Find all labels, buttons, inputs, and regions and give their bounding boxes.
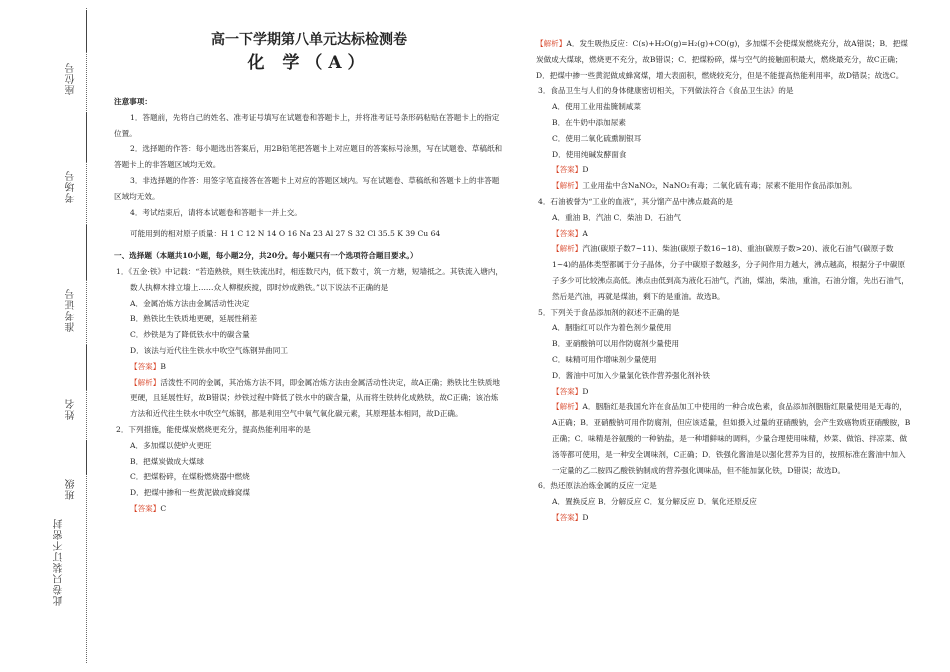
- binding-margin: [0, 0, 105, 672]
- ticket-underline: [86, 225, 87, 280]
- q1-option-a: A．金属冶炼方法由金属活动性决定: [130, 298, 250, 308]
- seat-label: 座位号: [66, 62, 77, 95]
- q3-option-a: A．使用工业用盐腌制咸菜: [552, 102, 642, 112]
- exam-subject: 化 学（A）: [247, 53, 371, 73]
- q5-option-d: D．酱油中可加入少量氯化铁作营养强化剂补铁: [552, 370, 710, 380]
- name-label: 姓名: [66, 398, 77, 420]
- q4-analysis: 【解析】汽油(碳原子数7~11)、柴油(碳原子数16~18)、重油(碳原子数>20)、液化石油气(碳原子数1~4)的晶体类型都属于分子晶体，分子中碳原子数越多，分子间作用力越大，沸点越高，根据分子中碳原子多少可比较沸点高低。沸点由低到高为液化石油气，汽油，煤油，柴油，重油，石油分馏，先出石油气，然后是汽油，再就是煤油，剩下的是重油。故选B。: [552, 244, 909, 301]
- question-6-stem: 6．热还原法冶炼金属的反应一定是: [538, 481, 657, 491]
- q1-answer: 【答案】B: [130, 361, 166, 371]
- exam-room-label: 考场号: [66, 170, 77, 203]
- atomic-masses: 可能用到的相对原子质量：H 1 C 12 N 14 O 16 Na 23 Al 27 S 32 Cl 35.5 K 39 Cu 64: [130, 229, 441, 239]
- q5-option-b: B．亚硝酸钠可以用作防腐剂少量使用: [552, 339, 680, 349]
- name-underline: [86, 345, 87, 390]
- question-1-stem: 1．《五金·铁》中记载：“若造熟铁，则生铁流出时，相连数尺内，低下数寸，筑一方塘，短墙抵之。其铁流入塘内，数人执柳木排立墙上……众人柳棍疾搅，即时炒成熟铁。”以下说法不正确的是: [116, 266, 504, 292]
- question-5-stem: 5．下列关于食品添加剂的叙述不正确的是: [538, 307, 680, 317]
- section-heading: 一、选择题（本题共10小题，每小题2分，共20分。每小题只有一个选项符合题目要求。）: [114, 251, 418, 261]
- q4-answer: 【答案】A: [552, 228, 588, 238]
- q6-options: A．置换反应 B．分解反应 C．复分解反应 D．氧化还原反应: [552, 497, 757, 507]
- q5-answer: 【答案】D: [552, 386, 589, 396]
- right-column: [536, 36, 912, 526]
- seal-notice: 此卷只装订不密封: [54, 518, 65, 606]
- exam-title: 高一下学期第八单元达标检测卷: [211, 32, 407, 48]
- ticket-label: 准考证号: [66, 288, 77, 332]
- exam-room-underline: [86, 112, 87, 162]
- q5-option-c: C．味精可用作增味剂少量使用: [552, 354, 657, 364]
- q2-analysis: 【解析】A．发生吸热反应：C(s)+H₂O(g)=H₂(g)+CO(g)，多加煤不会使煤炭燃烧充分，故A错误；B．把煤炭做成大煤球，燃烧更不充分，故B错误；C．把煤粉碎，煤与空气的接触面积最大，燃烧最充分，故C正确；D．把煤中掺一些黄泥做成蜂窝煤，增大表面积，燃烧较充分，但是不能提高热能利用率，故D错误；故选C。: [536, 39, 908, 80]
- q2-answer: 【答案】C: [130, 503, 167, 513]
- class-label: 班级: [66, 478, 77, 500]
- seal-line: [86, 8, 87, 663]
- q2-option-b: B．把煤炭做成大煤球: [130, 456, 204, 466]
- q2-option-d: D．把煤中掺和一些黄泥做成蜂窝煤: [130, 488, 250, 498]
- q1-option-d: D．该法与近代往生铁水中吹空气炼钢异曲同工: [130, 345, 288, 355]
- question-4-stem: 4．石油被誉为“工业的血液”，其分馏产品中沸点最高的是: [538, 196, 733, 206]
- question-2-stem: 2．下列措施，能使煤炭燃烧更充分，提高热能利用率的是: [116, 424, 311, 434]
- q4-options: A．重油 B．汽油 C．柴油 D．石油气: [552, 212, 681, 222]
- q2-option-a: A．多加煤以使炉火更旺: [130, 440, 212, 450]
- q1-option-c: C．炒铁是为了降低铁水中的碳含量: [130, 330, 250, 340]
- notice-heading: 注意事项：: [114, 97, 152, 106]
- q6-answer: 【答案】D: [552, 512, 589, 522]
- seat-underline: [86, 10, 87, 52]
- notice-item-4: 4．考试结束后，请将本试题卷和答题卡一并上交。: [130, 207, 302, 217]
- notice-item-1: 1．答题前，先将自己的姓名、准考证号填写在试题卷和答题卡上，并将准考证号条形码粘贴在答题卡上的指定位置。: [114, 112, 500, 138]
- q3-analysis: 【解析】工业用盐中含NaNO₂，NaNO₂有毒；二氧化硫有毒；尿素不能用作食品添加剂。: [552, 181, 857, 191]
- left-column: [114, 0, 504, 517]
- notice-item-2: 2．选择题的作答：每小题选出答案后，用2B铅笔把答题卡上对应题目的答案标号涂黑，写在试题卷、草稿纸和答题卡上的非答题区域均无效。: [114, 144, 503, 170]
- q1-analysis: 【解析】活泼性不同的金属，其冶炼方法不同，即金属冶炼方法由金属活动性决定，故A正确；熟铁比生铁质地更硬，且延展性好，故B错误；炒铁过程中降低了铁水中的碳含量，从而将生铁转化成熟铁，故C正确；该冶炼方法和近代往生铁水中吹空气炼钢，都是利用空气中氧气氧化碳元素，其原理基本相同，故D正确。: [130, 377, 500, 419]
- notice-item-3: 3．非选择题的作答：用签字笔直接答在答题卡上对应的答题区域内。写在试题卷、草稿纸和答题卡上的非答题区域均无效。: [114, 175, 500, 201]
- q2-option-c: C．把煤粉碎，在煤粉燃烧器中燃烧: [130, 472, 250, 482]
- q5-analysis: 【解析】A．胭脂红是我国允许在食品加工中使用的一种合成色素，食品添加剂胭脂红限量使用是无毒的，A正确；B．亚硝酸钠可用作防腐剂，但应该适量，但如摄入过量的亚硝酸钠，会产生致癌物质亚硝酸胺，B正确；C．味精是谷氨酸的一种钠盐，是一种增鲜味的调料，少量合理使用味精，炒菜、做馅、拌凉菜、做汤等都可使用，是一种安全调味剂，C正确；D．铁强化酱油是以强化营养为目的，按照标准在酱油中加入一定量的乙二胺四乙酸铁钠制成的营养强化调味品，但不能加氯化铁，D错误；故选D。: [552, 402, 911, 475]
- q3-option-b: B．在牛奶中添加尿素: [552, 117, 626, 127]
- question-3-stem: 3．食品卫生与人们的身体健康密切相关，下列做法符合《食品卫生法》的是: [538, 86, 794, 96]
- q3-answer: 【答案】D: [552, 165, 589, 175]
- q1-option-b: B．熟铁比生铁质地更硬，延展性稍差: [130, 314, 258, 324]
- class-underline: [86, 440, 87, 475]
- q3-option-d: D．使用纯碱发酵面食: [552, 149, 627, 159]
- q5-option-a: A．胭脂红可以作为着色剂少量使用: [552, 323, 672, 333]
- q3-option-c: C．使用二氧化硫熏制银耳: [552, 133, 642, 143]
